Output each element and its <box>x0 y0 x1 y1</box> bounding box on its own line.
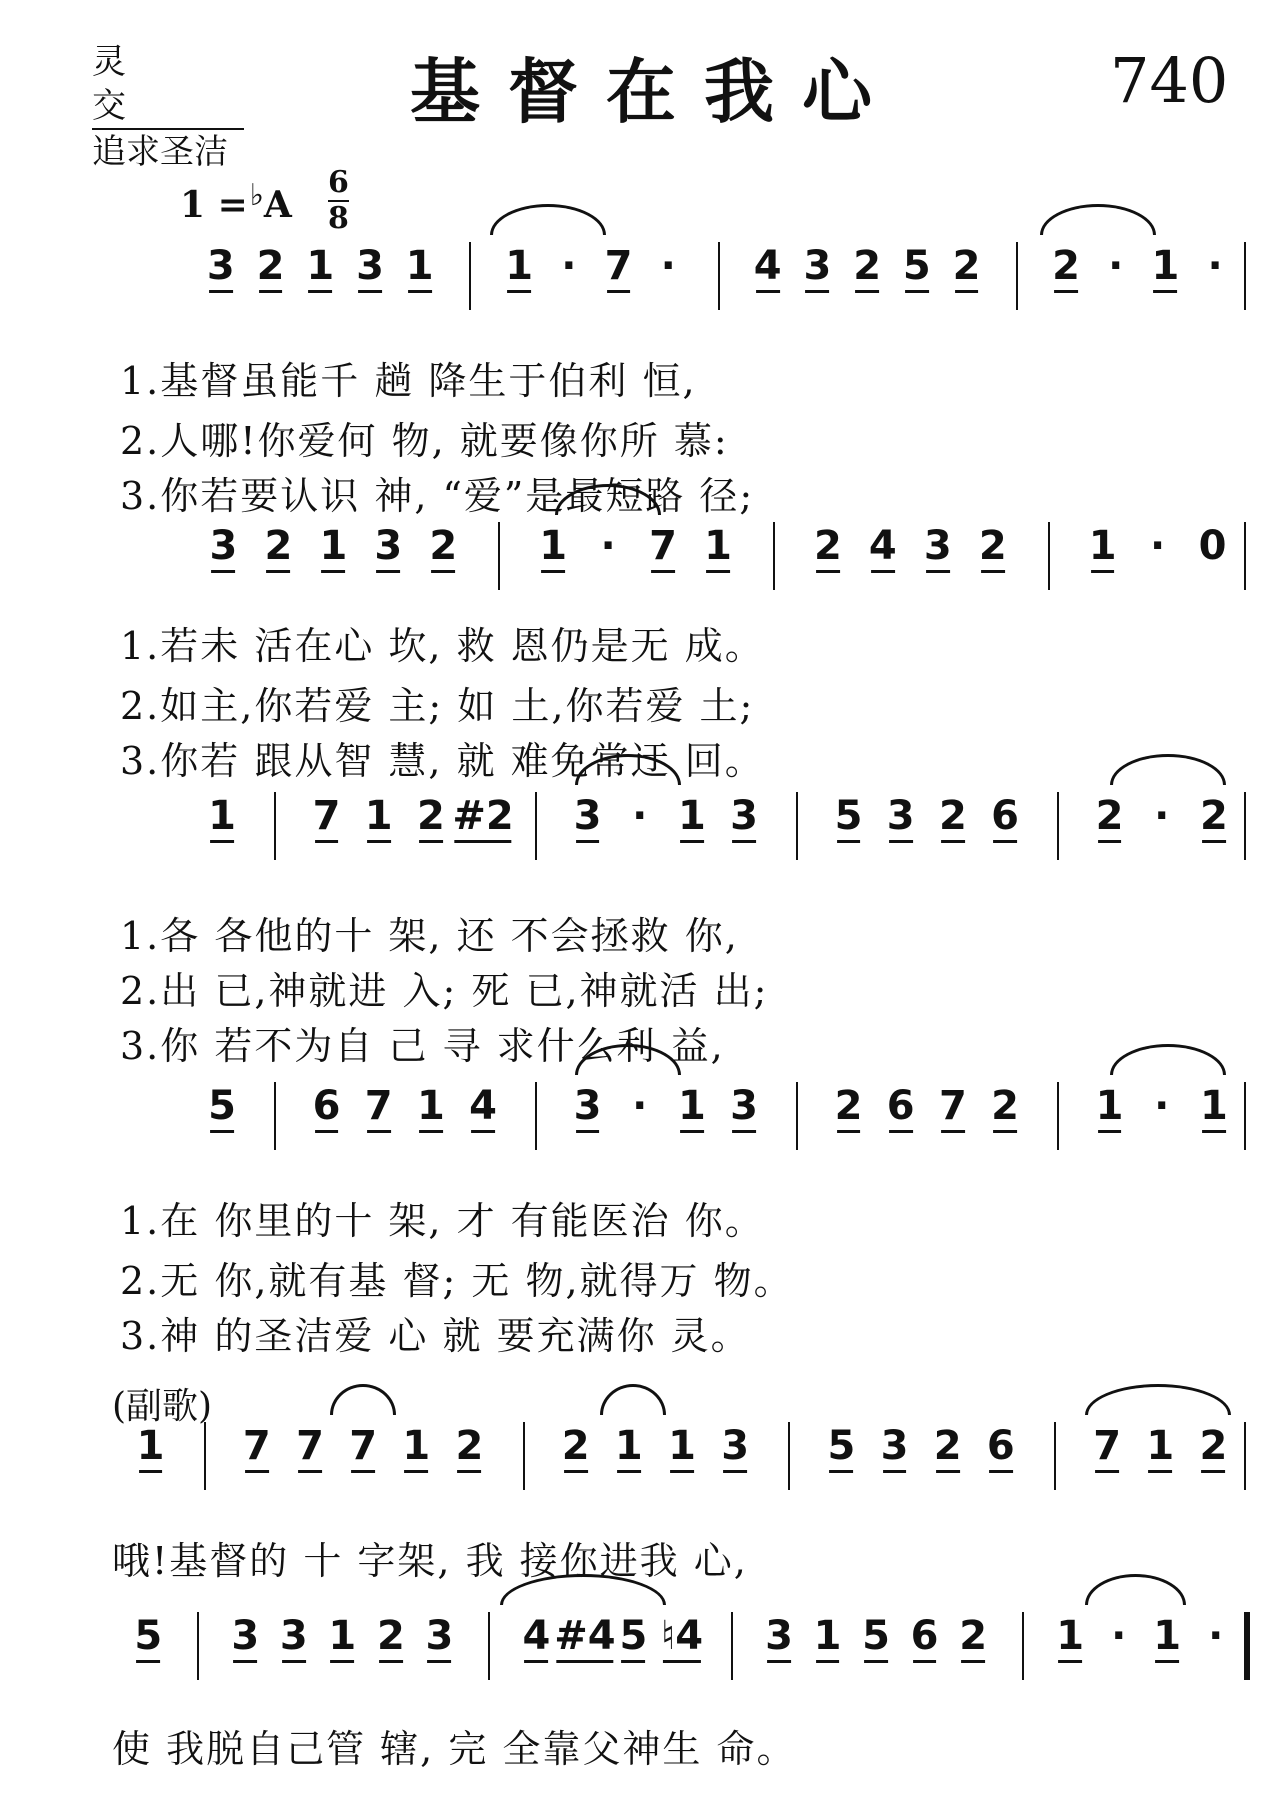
note: · <box>1154 1083 1170 1129</box>
bar-line <box>204 1422 206 1490</box>
note: 7 <box>364 1083 393 1129</box>
slur-mark <box>600 1384 666 1415</box>
note: 1 <box>1151 243 1180 289</box>
note: 7 <box>649 523 677 569</box>
note: 1 <box>405 243 434 289</box>
note: 5 <box>134 1613 163 1659</box>
bar-line <box>535 1082 537 1150</box>
note: 2 <box>1199 793 1228 839</box>
note: 1 <box>208 793 237 839</box>
bar-line <box>1054 1422 1056 1490</box>
note: 1 <box>1095 1083 1124 1129</box>
slur-mark <box>490 204 606 235</box>
note: 2 <box>1052 243 1080 289</box>
bar-line <box>1057 1082 1059 1150</box>
note: 1 <box>306 243 335 289</box>
note: 3 <box>573 793 602 839</box>
source-top: 灵交 <box>92 40 244 130</box>
note: 1 <box>704 523 732 569</box>
bar-line <box>1244 1082 1246 1150</box>
note: 1 <box>677 1083 706 1129</box>
note: 1 <box>813 1613 842 1659</box>
note: 3 <box>730 1083 759 1129</box>
note: 1 <box>1088 523 1117 569</box>
bar-line <box>718 242 720 310</box>
note: 1 <box>668 1423 696 1469</box>
note: 1 <box>505 243 534 289</box>
note: 7 <box>938 1083 967 1129</box>
note: 3 <box>923 523 952 569</box>
note: 3 <box>425 1613 454 1659</box>
bar-line <box>523 1422 525 1490</box>
lyric-line-2: 2.无 你,就有基 督; 无 物,就得万 物。 <box>120 1259 794 1303</box>
note: 2 <box>429 523 458 569</box>
bar-line <box>1244 1422 1246 1490</box>
lyric-line-2: 2.人哪!你爱何 物, 就要像你所 慕: <box>120 419 729 463</box>
flat-icon: ♭ <box>249 178 264 213</box>
bar-line <box>1244 242 1246 310</box>
bar-line <box>488 1612 490 1680</box>
lyric-line-2: 2.如主,你若爱 主; 如 土,你若爱 土; <box>120 684 755 728</box>
note: 7 <box>349 1423 378 1469</box>
note: 6 <box>910 1613 939 1659</box>
note: 5 <box>827 1423 856 1469</box>
bar-line <box>1016 242 1018 310</box>
note: 4 <box>522 1613 551 1659</box>
music-system-3 <box>0 793 1280 1070</box>
note: · <box>1111 1613 1127 1659</box>
note: 3 <box>374 523 403 569</box>
bar-line <box>1048 522 1050 590</box>
note: 3 <box>209 523 238 569</box>
chorus-label: (副歌) <box>112 1386 213 1427</box>
note: 3 <box>721 1423 750 1469</box>
note: 7 <box>1093 1423 1122 1469</box>
note: · <box>1108 243 1124 289</box>
note: #2 <box>452 793 514 839</box>
bar-line <box>535 792 537 860</box>
note: 2 <box>1095 793 1124 839</box>
bar-line <box>1244 792 1246 860</box>
source-label <box>92 40 244 174</box>
note: 6 <box>986 1423 1015 1469</box>
bar-line <box>1244 522 1246 590</box>
note: 2 <box>416 793 445 839</box>
note: 1 <box>614 1423 643 1469</box>
note: 1 <box>539 523 568 569</box>
music-system-5 <box>0 1423 1280 1590</box>
lyric-line-3: 3.你若要认识 神, “爱”是最短路 径; <box>120 474 755 518</box>
note: · <box>561 243 577 289</box>
note: 2 <box>376 1613 405 1659</box>
note: 3 <box>880 1423 909 1469</box>
lyric-line-1: 1.基督虽能千 趟 降生于伯利 恒, <box>120 359 697 403</box>
note: 3 <box>765 1613 793 1659</box>
lyric-line-1: 1.若未 活在心 坎, 救 恩仍是无 成。 <box>120 624 765 668</box>
note: · <box>632 793 648 839</box>
note: 2 <box>1199 1423 1228 1469</box>
note: 7 <box>604 243 633 289</box>
note: 6 <box>991 793 1020 839</box>
slur-mark <box>330 1384 396 1415</box>
bar-line <box>197 1612 199 1680</box>
bar-line <box>1244 1612 1250 1680</box>
note: 0 <box>1198 523 1227 569</box>
note: 2 <box>978 523 1007 569</box>
note: 7 <box>312 793 341 839</box>
bar-line <box>274 1082 276 1150</box>
bar-line <box>1022 1612 1024 1680</box>
note: 1 <box>136 1423 165 1469</box>
lyric-line-3: 3.神 的圣洁爱 心 就 要充满你 灵。 <box>120 1314 751 1358</box>
note: · <box>1154 793 1170 839</box>
note: 1 <box>319 523 348 569</box>
note: 3 <box>730 793 759 839</box>
note: 3 <box>279 1613 308 1659</box>
note: 3 <box>573 1083 602 1129</box>
key-letter: A <box>263 184 292 226</box>
bar-line <box>469 242 471 310</box>
slur-mark <box>1040 204 1156 235</box>
music-system-6 <box>0 1613 1280 1780</box>
bar-line <box>274 792 276 860</box>
lyric-line-1: 哦!基督的 十 字架, 我 接你进我 心, <box>112 1539 748 1583</box>
note: 2 <box>991 1083 1020 1129</box>
note: 6 <box>312 1083 341 1129</box>
time-top: 6 <box>328 165 349 200</box>
note: 3 <box>356 243 384 289</box>
time-signature <box>328 165 349 236</box>
note: 5 <box>862 1613 890 1659</box>
note: 3 <box>231 1613 260 1659</box>
lyric-line-2: 2.出 已,神就进 入; 死 已,神就活 出; <box>120 969 769 1013</box>
bar-line <box>788 1422 790 1490</box>
note: · <box>632 1083 648 1129</box>
note: 2 <box>813 523 842 569</box>
note: 4 <box>469 1083 498 1129</box>
key-prefix: 1 = <box>180 184 248 226</box>
note: 2 <box>834 1083 863 1129</box>
note: 2 <box>561 1423 590 1469</box>
lyric-line-3: 3.你 若不为自 己 寻 求什么利 益, <box>120 1024 725 1068</box>
note: 2 <box>853 243 882 289</box>
note: 7 <box>242 1423 271 1469</box>
note: 2 <box>933 1423 962 1469</box>
note: · <box>660 243 676 289</box>
bar-line <box>773 522 775 590</box>
note: 2 <box>256 243 285 289</box>
note: 3 <box>206 243 235 289</box>
note: · <box>1207 243 1223 289</box>
note: 5 <box>619 1613 648 1659</box>
note: #4 <box>554 1613 616 1659</box>
lyric-line-1: 1.各 各他的十 架, 还 不会拯救 你, <box>120 914 739 958</box>
note: 1 <box>1056 1613 1085 1659</box>
time-bottom: 8 <box>328 201 349 236</box>
note: 1 <box>1199 1083 1228 1129</box>
note: 6 <box>886 1083 915 1129</box>
note: · <box>1208 1613 1224 1659</box>
note: 2 <box>938 793 967 839</box>
note: 4 <box>868 523 897 569</box>
note: 1 <box>328 1613 357 1659</box>
note: 1 <box>1146 1423 1175 1469</box>
note: 2 <box>455 1423 484 1469</box>
lyric-line-1: 1.在 你里的十 架, 才 有能医治 你。 <box>120 1199 765 1243</box>
note: 1 <box>677 793 706 839</box>
source-bottom: 追求圣洁 <box>92 132 228 172</box>
music-system-4 <box>0 1083 1280 1360</box>
bar-line <box>1057 792 1059 860</box>
lyric-line-1: 使 我脱自己管 辖, 完 全靠父神生 命。 <box>112 1727 797 1771</box>
note: 1 <box>364 793 393 839</box>
bar-line <box>796 792 798 860</box>
bar-line <box>796 1082 798 1150</box>
music-system-1 <box>0 243 1280 520</box>
slur-mark <box>1085 1384 1231 1415</box>
note: 3 <box>803 243 832 289</box>
note: ♮4 <box>660 1613 704 1659</box>
hymn-title: 基督在我心 <box>410 51 900 133</box>
note: 1 <box>416 1083 445 1129</box>
key-signature <box>180 178 292 226</box>
note: 2 <box>264 523 293 569</box>
note: 7 <box>296 1423 324 1469</box>
note: 5 <box>834 793 863 839</box>
note: · <box>1149 523 1166 569</box>
note: 2 <box>952 243 981 289</box>
note: 1 <box>402 1423 431 1469</box>
note: 1 <box>1153 1613 1182 1659</box>
note: 4 <box>753 243 782 289</box>
note: · <box>600 523 616 569</box>
bar-line <box>498 522 500 590</box>
note: 2 <box>959 1613 988 1659</box>
lyric-line-3: 3.你若 跟从智 慧, 就 难免常迂 回。 <box>120 739 765 783</box>
hymn-number: 740 <box>1110 44 1229 117</box>
note: 5 <box>208 1083 237 1129</box>
note: 3 <box>886 793 915 839</box>
bar-line <box>731 1612 733 1680</box>
note: 5 <box>902 243 931 289</box>
